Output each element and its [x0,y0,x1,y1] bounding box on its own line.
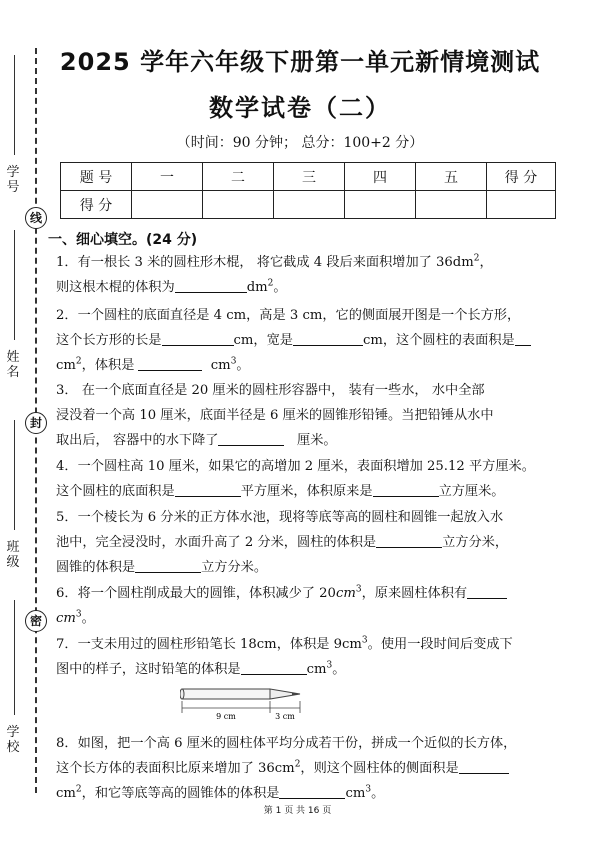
superscript: 2 [75,356,82,367]
q8-text: cm [56,786,76,801]
score-input-cell[interactable] [132,191,203,219]
question-8: 8．如图，把一个高 6 厘米的圆柱体平均分成若干份，拼成一个近似的长方体， 这个长方体的表面积比原来增加了 $36cm^2$，则这个圆柱体的侧面积是 $cm^2$，和它等底等高的圆锥体的体积是 $cm^3$。 [56,736,517,801]
margin-rule [14,600,15,715]
exam-time-score: （时间：90 分钟； 总分：100+2 分） [176,135,424,151]
q1-text: 1．有一根长 3 米的圆柱形木棍， 将它截成 4 段后来面积增加了 36dm [56,255,474,270]
q7-text: 7．一支未用过的圆柱形铅笔长 18cm，体积是 9cm [56,637,362,652]
superscript: 2 [267,278,274,289]
pencil-label-tip: 3 cm [275,712,295,721]
margin-rule [14,230,15,340]
q8-text: ，则这个圆柱体的侧面积是 [300,761,459,776]
q1-text: 则这根木棍的体积为 [56,280,175,295]
answer-blank[interactable] [135,558,201,573]
score-input-cell[interactable] [416,191,487,219]
section-heading: 一、细心填空。(24 分) [48,232,198,248]
question-5 [56,505,560,580]
margin-label-student-id: 学 号 [6,165,20,195]
score-cell: 五 [416,163,487,191]
answer-blank[interactable] [459,759,509,774]
margin-label-name: 姓 名 [6,350,20,380]
q4-text: 平方厘米，体积原来是 [240,484,373,499]
pencil-figure [180,683,310,723]
q5-text: 立方分米， [442,535,509,550]
superscript: 3 [230,356,237,367]
answer-blank[interactable] [373,482,439,497]
q4-text: 立方厘米。 [438,484,505,499]
margin-label-school: 学 校 [6,725,20,755]
margin-rule [14,420,15,530]
q8-text: 8．如图，把一个高 6 厘米的圆柱体平均分成若干份，拼成一个近似的长方体， [56,736,517,751]
score-cell: 得 分 [487,163,556,191]
answer-blank[interactable] [162,331,234,346]
score-input-cell[interactable] [345,191,416,219]
q2-text: 这个长方形的长是 [56,333,162,348]
q8-text: 这个长方体的表面积比原来增加了 36cm [56,761,295,776]
q2-text: cm [210,358,231,373]
q6-text: ，原来圆柱体积有 [361,586,468,601]
question-6: 6．将一个圆柱削成最大的圆锥，体积减少了 $20cm^3$，原来圆柱体积有 $cm^3$。 [56,581,560,631]
superscript: 2 [294,759,301,770]
question-2: 2．一个圆柱的底面直径是 4 cm，高是 3 cm，它的侧面展开图是一个长方形， 这个长方形的长是 cm，宽是 cm，这个圆柱的表面积是 $cm^2$，体积是 $cm^3$。 [56,303,560,378]
q7-text: 图中的样子，这时铅笔的体积是 [56,662,241,677]
q1-text: dm [246,280,268,295]
score-cell: 二 [203,163,274,191]
answer-blank[interactable] [175,482,241,497]
q6-text: cm [56,611,76,626]
seal-mi: 密 [25,610,47,632]
superscript: 2 [473,253,480,264]
score-cell: 四 [345,163,416,191]
q6-text: 6．将一个圆柱削成最大的圆锥，体积减少了 20 [56,586,336,601]
q5-text: 圆锥的体积是 [56,560,136,575]
q8-text: cm [345,786,366,801]
score-input-cell[interactable] [274,191,345,219]
answer-blank[interactable] [175,278,247,293]
q8-text: ，和它等底等高的圆锥体的体积是 [81,786,280,801]
q4-text: 这个圆柱的底面积是 [56,484,175,499]
answer-blank[interactable] [241,660,307,675]
answer-blank[interactable] [279,784,345,799]
q3-text: 浸没着一个高 10 厘米，底面半径是 6 厘米的圆锥形铅锤。当把铅锤从水中 [56,408,494,423]
score-table-score-row [61,191,556,219]
superscript: 3 [355,584,362,595]
superscript: 2 [75,784,82,795]
pencil-end [180,689,184,699]
q5-text: 立方分米。 [201,560,268,575]
pencil-body [182,689,270,699]
answer-blank[interactable] [138,356,202,371]
score-cell: 三 [274,163,345,191]
q4-text: 4．一个圆柱高 10 厘米，如果它的高增加 2 厘米，表面积增加 25.12 平方厘米。 [56,459,535,474]
superscript: 3 [361,635,368,646]
question-4 [56,454,560,504]
score-table [60,162,556,219]
score-table-header-row [61,163,556,191]
answer-blank[interactable] [376,533,442,548]
question-3 [56,378,560,453]
q2-text: 2．一个圆柱的底面直径是 4 cm，高是 3 cm，它的侧面展开图是一个长方形， [56,308,521,323]
q2-text: cm，宽是 [233,333,293,348]
score-cell: 得 分 [61,191,132,219]
q2-text: ，体积是 [81,358,135,373]
q3-text: 厘米。 [297,433,337,448]
answer-blank[interactable] [515,331,531,346]
q6-text: cm [335,586,356,601]
q7-text: cm [306,662,327,677]
superscript: 3 [75,609,82,620]
superscript: 3 [326,660,333,671]
question-1: 1．有一根长 3 米的圆柱形木棍， 将它截成 4 段后来面积增加了 $36dm^2$， 则这根木棍的体积为 $dm^2$。 [56,253,493,295]
pencil-label-body: 9 cm [216,712,236,721]
score-cell: 题 号 [61,163,132,191]
margin-label-class: 班 级 [6,540,20,570]
seal-xian: 线 [25,207,47,229]
score-input-cell[interactable] [203,191,274,219]
superscript: 3 [365,784,372,795]
q5-text: 池中，完全浸没时，水面升高了 2 分米，圆柱的体积是 [56,535,377,550]
q3-text: 取出后， 容器中的水下降了 [56,433,219,448]
score-input-cell[interactable] [487,191,556,219]
seal-feng: 封 [25,412,47,434]
margin-rule [14,55,15,155]
answer-blank[interactable] [293,331,363,346]
exam-title: 2025 学年六年级下册第一单元新情境测试 [59,48,541,76]
q7-text: 。使用一段时间后变成下 [367,637,513,652]
q2-text: cm [56,358,76,373]
q3-text: 3． 在一个底面直径是 20 厘米的圆柱形容器中， 装有一些水， 水中全部 [56,383,485,398]
question-7: 7．一支未用过的圆柱形铅笔长 18cm，体积是 $9cm^3$。使用一段时间后变成下 图中的样子，这时铅笔的体积是 $cm^3$。 [56,635,513,677]
answer-blank[interactable] [218,431,284,446]
score-cell: 一 [132,163,203,191]
q5-text: 5．一个棱长为 6 分米的正方体水池，现将等底等高的圆柱和圆锥一起放入水 [56,510,504,525]
answer-blank[interactable] [467,584,507,599]
q2-text: cm，这个圆柱的表面积是 [362,333,515,348]
exam-subtitle-title: 数学试卷（二） [209,94,391,122]
page-number: 第 1 页 共 16 页 [263,806,332,816]
